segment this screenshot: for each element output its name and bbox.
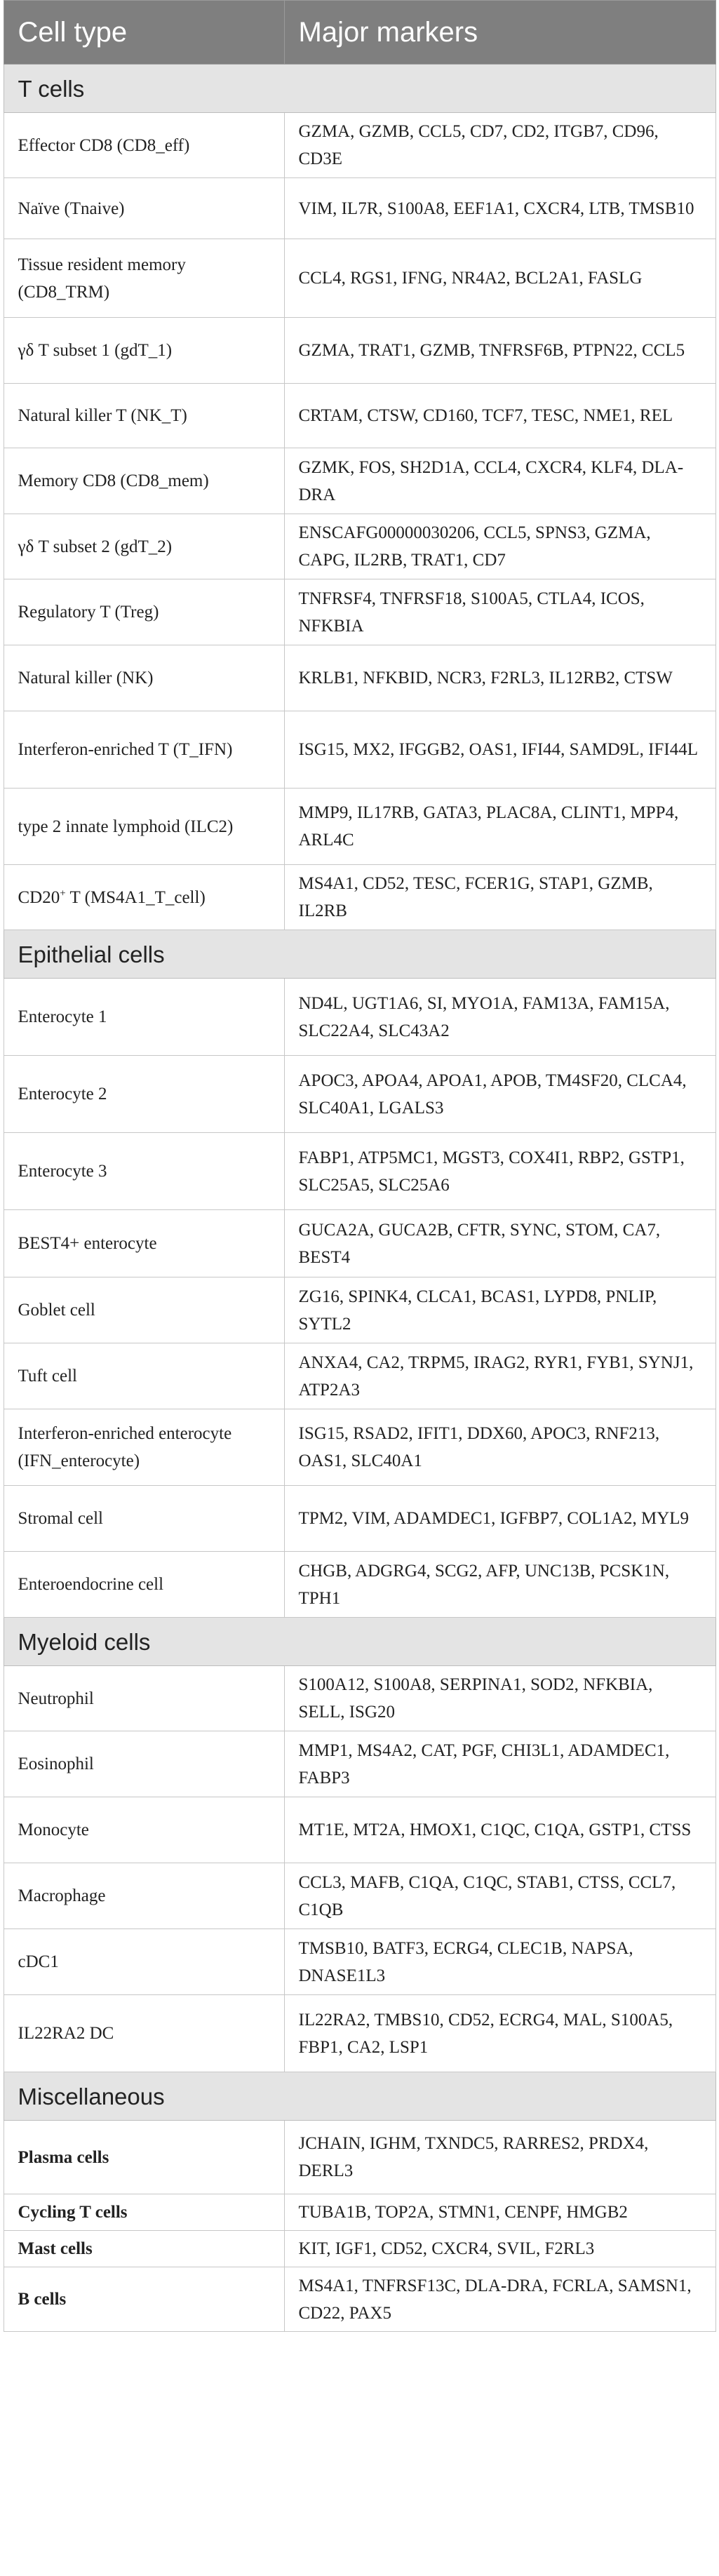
- cell-type: [4, 865, 284, 930]
- table-row: [4, 2231, 715, 2267]
- cell-type: Goblet cell: [4, 1277, 284, 1343]
- cell-type: Stromal cell: [4, 1486, 284, 1552]
- cell-type: Memory CD8 (CD8_mem): [4, 448, 284, 514]
- major-markers: VIM, IL7R, S100A8, EEF1A1, CXCR4, LTB, TMSB10: [284, 178, 715, 239]
- major-markers: ZG16, SPINK4, CLCA1, BCAS1, LYPD8, PNLIP, SYTL2: [284, 1277, 715, 1343]
- cell-type: Interferon-enriched T (T_IFN): [4, 711, 284, 789]
- major-markers: FABP1, ATP5MC1, MGST3, COX4I1, RBP2, GSTP1, SLC25A5, SLC25A6: [284, 1133, 715, 1210]
- major-markers: ANXA4, CA2, TRPM5, IRAG2, RYR1, FYB1, SYNJ1, ATP2A3: [284, 1343, 715, 1409]
- cell-type: Plasma cells: [4, 2121, 284, 2194]
- table-row: [4, 865, 715, 930]
- section-row: [4, 1618, 715, 1666]
- table-row: [4, 1133, 715, 1210]
- major-markers: TNFRSF4, TNFRSF18, S100A5, CTLA4, ICOS, NFKBIA: [284, 579, 715, 645]
- section-row: [4, 2072, 715, 2121]
- major-markers: IL22RA2, TMBS10, CD52, ECRG4, MAL, S100A5, FBP1, CA2, LSP1: [284, 1995, 715, 2072]
- major-markers: TMSB10, BATF3, ECRG4, CLEC1B, NAPSA, DNASE1L3: [284, 1929, 715, 1995]
- table-row: [4, 514, 715, 579]
- table-row: [4, 789, 715, 865]
- major-markers: GZMA, GZMB, CCL5, CD7, CD2, ITGB7, CD96, CD3E: [284, 113, 715, 178]
- table-row: [4, 1731, 715, 1797]
- major-markers: MMP1, MS4A2, CAT, PGF, CHI3L1, ADAMDEC1, FABP3: [284, 1731, 715, 1797]
- major-markers: CCL4, RGS1, IFNG, NR4A2, BCL2A1, FASLG: [284, 239, 715, 318]
- cell-type: Interferon-enriched enterocyte (IFN_enterocyte): [4, 1409, 284, 1486]
- cell-type: type 2 innate lymphoid (ILC2): [4, 789, 284, 865]
- cell-type: Enterocyte 3: [4, 1133, 284, 1210]
- header-cell-type: Cell type: [4, 1, 284, 65]
- major-markers: GZMK, FOS, SH2D1A, CCL4, CXCR4, KLF4, DLA-DRA: [284, 448, 715, 514]
- table-row: [4, 1486, 715, 1552]
- table-row: [4, 1995, 715, 2072]
- major-markers: TUBA1B, TOP2A, STMN1, CENPF, HMGB2: [284, 2194, 715, 2231]
- table-row: [4, 1409, 715, 1486]
- header-major-markers: Major markers: [284, 1, 715, 65]
- major-markers: MS4A1, TNFRSF13C, DLA-DRA, FCRLA, SAMSN1, CD22, PAX5: [284, 2267, 715, 2332]
- table-row: [4, 2121, 715, 2194]
- cell-type: Regulatory T (Treg): [4, 579, 284, 645]
- major-markers: GUCA2A, GUCA2B, CFTR, SYNC, STOM, CA7, BEST4: [284, 1210, 715, 1277]
- major-markers: GZMA, TRAT1, GZMB, TNFRSF6B, PTPN22, CCL5: [284, 318, 715, 384]
- table-row: [4, 113, 715, 178]
- table-row: [4, 645, 715, 711]
- cell-type: Tuft cell: [4, 1343, 284, 1409]
- cell-type: cDC1: [4, 1929, 284, 1995]
- major-markers: ISG15, MX2, IFGGB2, OAS1, IFI44, SAMD9L, IFI44L: [284, 711, 715, 789]
- cell-type: Effector CD8 (CD8_eff): [4, 113, 284, 178]
- table-row: [4, 1863, 715, 1929]
- cell-type: B cells: [4, 2267, 284, 2332]
- table-row: [4, 1666, 715, 1731]
- cell-type: Enteroendocrine cell: [4, 1552, 284, 1618]
- cell-type: Naïve (Tnaive): [4, 178, 284, 239]
- table-row: [4, 239, 715, 318]
- table-row: [4, 384, 715, 448]
- table-row: [4, 1552, 715, 1618]
- cell-type: Macrophage: [4, 1863, 284, 1929]
- major-markers: MMP9, IL17RB, GATA3, PLAC8A, CLINT1, MPP4, ARL4C: [284, 789, 715, 865]
- table-row: [4, 1277, 715, 1343]
- table-row: [4, 711, 715, 789]
- table-row: [4, 1210, 715, 1277]
- major-markers: JCHAIN, IGHM, TXNDC5, RARRES2, PRDX4, DERL3: [284, 2121, 715, 2194]
- cell-type: γδ T subset 2 (gdT_2): [4, 514, 284, 579]
- major-markers: CRTAM, CTSW, CD160, TCF7, TESC, NME1, REL: [284, 384, 715, 448]
- table-row: [4, 318, 715, 384]
- cell-type: Mast cells: [4, 2231, 284, 2267]
- major-markers: ND4L, UGT1A6, SI, MYO1A, FAM13A, FAM15A, SLC22A4, SLC43A2: [284, 979, 715, 1056]
- cell-type-text: CD20: [18, 887, 60, 907]
- cell-type: Enterocyte 2: [4, 1056, 284, 1133]
- section-title: Epithelial cells: [4, 930, 715, 979]
- major-markers: MS4A1, CD52, TESC, FCER1G, STAP1, GZMB, IL2RB: [284, 865, 715, 930]
- section-title: Miscellaneous: [4, 2072, 715, 2121]
- major-markers: ISG15, RSAD2, IFIT1, DDX60, APOC3, RNF213, OAS1, SLC40A1: [284, 1409, 715, 1486]
- table-row: [4, 2267, 715, 2332]
- cell-type: IL22RA2 DC: [4, 1995, 284, 2072]
- table-row: [4, 579, 715, 645]
- cell-type: Monocyte: [4, 1797, 284, 1863]
- section-row: [4, 930, 715, 979]
- table-row: [4, 178, 715, 239]
- cell-type-text-suffix: T (MS4A1_T_cell): [65, 887, 206, 907]
- cell-type: Neutrophil: [4, 1666, 284, 1731]
- cell-type-superscript: +: [60, 887, 66, 899]
- cell-type: γδ T subset 1 (gdT_1): [4, 318, 284, 384]
- major-markers: S100A12, S100A8, SERPINA1, SOD2, NFKBIA, SELL, ISG20: [284, 1666, 715, 1731]
- table-row: [4, 1797, 715, 1863]
- major-markers: CCL3, MAFB, C1QA, C1QC, STAB1, CTSS, CCL7, C1QB: [284, 1863, 715, 1929]
- major-markers: APOC3, APOA4, APOA1, APOB, TM4SF20, CLCA4, SLC40A1, LGALS3: [284, 1056, 715, 1133]
- table-header-row: [4, 1, 715, 65]
- table-row: [4, 2194, 715, 2231]
- section-title: Myeloid cells: [4, 1618, 715, 1666]
- major-markers: KIT, IGF1, CD52, CXCR4, SVIL, F2RL3: [284, 2231, 715, 2267]
- table-row: [4, 979, 715, 1056]
- major-markers: TPM2, VIM, ADAMDEC1, IGFBP7, COL1A2, MYL9: [284, 1486, 715, 1552]
- table-row: [4, 1929, 715, 1995]
- cell-type: Natural killer (NK): [4, 645, 284, 711]
- table-row: [4, 1056, 715, 1133]
- cell-type: Enterocyte 1: [4, 979, 284, 1056]
- section-row: [4, 65, 715, 113]
- cell-type: Cycling T cells: [4, 2194, 284, 2231]
- cell-type: Tissue resident memory (CD8_TRM): [4, 239, 284, 318]
- cell-marker-table: [4, 0, 716, 2332]
- major-markers: KRLB1, NFKBID, NCR3, F2RL3, IL12RB2, CTSW: [284, 645, 715, 711]
- major-markers: CHGB, ADGRG4, SCG2, AFP, UNC13B, PCSK1N, TPH1: [284, 1552, 715, 1618]
- cell-type: Eosinophil: [4, 1731, 284, 1797]
- cell-type: BEST4+ enterocyte: [4, 1210, 284, 1277]
- section-title: T cells: [4, 65, 715, 113]
- major-markers: MT1E, MT2A, HMOX1, C1QC, C1QA, GSTP1, CTSS: [284, 1797, 715, 1863]
- table-row: [4, 1343, 715, 1409]
- major-markers: ENSCAFG00000030206, CCL5, SPNS3, GZMA, CAPG, IL2RB, TRAT1, CD7: [284, 514, 715, 579]
- table-row: [4, 448, 715, 514]
- cell-type: Natural killer T (NK_T): [4, 384, 284, 448]
